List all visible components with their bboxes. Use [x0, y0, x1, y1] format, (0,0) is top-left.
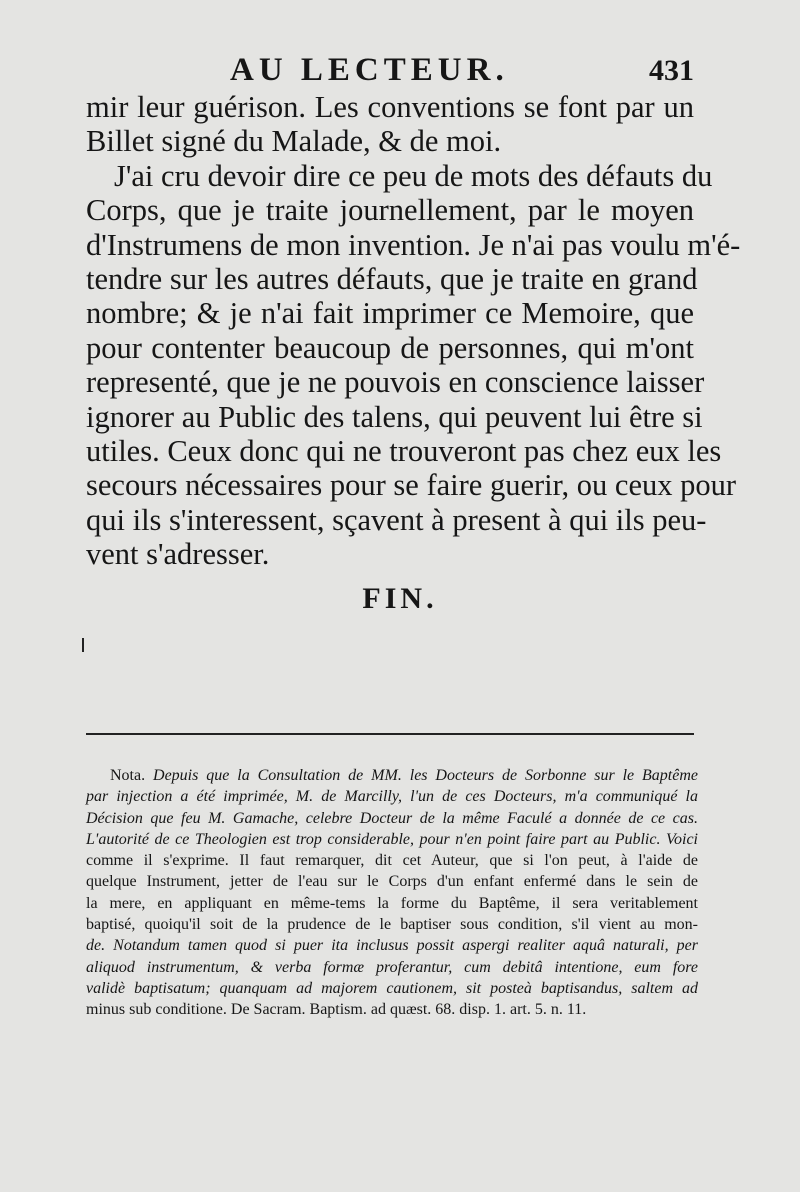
note-label: Nota. — [110, 767, 146, 784]
note-line-text: Depuis que la Consultation de MM. les Docteurs de Sorbonne sur le Baptême — [153, 767, 698, 784]
body-line: secours nécessaires pour se faire guerir, ou ceux pour — [86, 468, 737, 503]
body-line: qui ils s'interessent, sçavent à present à qui ils peu- — [86, 502, 707, 537]
body-line: nombre; & je n'ai fait imprimer ce Memoire, que — [86, 296, 694, 331]
note-line: aliquod instrumentum, & verba formæ proferantur, cum debitâ intentione, eum fore — [86, 958, 698, 976]
note-line: de. Notandum tamen quod si puer ita inclusus possit aspergi realiter aquâ naturali, per — [86, 937, 698, 955]
note-line: la mere, en appliquant en même-tems la forme du Baptême, il sera veritablement — [86, 894, 698, 912]
body-line: mir leur guérison. Les conventions se font par un — [86, 90, 694, 124]
body-line: Corps, que je traite journellement, par le moyen — [86, 193, 694, 228]
body-line: ignorer au Public des talens, qui peuvent lui être si — [86, 399, 703, 434]
page-number: 431 — [649, 54, 694, 87]
note-line: baptisé, quoiqu'il soit de la prudence de le baptiser sous condition, s'il vient au mon- — [86, 916, 698, 934]
note-line: Décision que feu M. Gamache, celebre Docteur de la même Faculé a donnée de ce cas. — [86, 809, 698, 827]
footnote-rule — [86, 733, 694, 735]
body-line: d'Instrumens de mon invention. Je n'ai pas voulu m'é- — [86, 227, 741, 262]
body-line: representé, que je ne pouvois en conscience laisser — [86, 365, 705, 400]
running-head: AU LECTEUR. — [230, 52, 509, 88]
note-line: quelque Instrument, jetter de l'eau sur le Corps d'un enfant enfermé dans le sein de — [86, 873, 698, 891]
body-line: J'ai cru devoir dire ce peu de mots des défauts du — [114, 158, 713, 193]
note-line: L'autorité de ce Theologien est trop considerable, pour n'en point faire part au Public. Voici — [86, 830, 698, 848]
body-line: Billet signé du Malade, & de moi. — [86, 124, 502, 159]
body-line: tendre sur les autres défauts, que je traite en grand — [86, 262, 698, 297]
footnote — [86, 765, 698, 1021]
margin-tick — [82, 638, 84, 652]
body-line: vent s'adresser. — [86, 537, 270, 572]
note-line: comme il s'exprime. Il faut remarquer, dit cet Auteur, que si l'on peut, à l'aide de — [86, 852, 698, 870]
note-line — [86, 765, 698, 786]
fin-mark: FIN. — [362, 582, 438, 615]
note-line: par injection a été imprimée, M. de Marcilly, l'un de ces Docteurs, m'a communiqué la — [86, 788, 698, 806]
body-text — [86, 90, 741, 572]
body-line: utiles. Ceux donc qui ne trouveront pas chez eux les — [86, 434, 722, 469]
note-line: minus sub conditione. De Sacram. Baptism. ad quæst. 68. disp. 1. art. 5. n. 11. — [86, 1001, 587, 1019]
note-line: validè baptisatum; quanquam ad majorem cautionem, sit posteà baptisandus, saltem ad — [86, 979, 698, 997]
body-line: pour contenter beaucoup de personnes, qui m'ont — [86, 330, 694, 365]
